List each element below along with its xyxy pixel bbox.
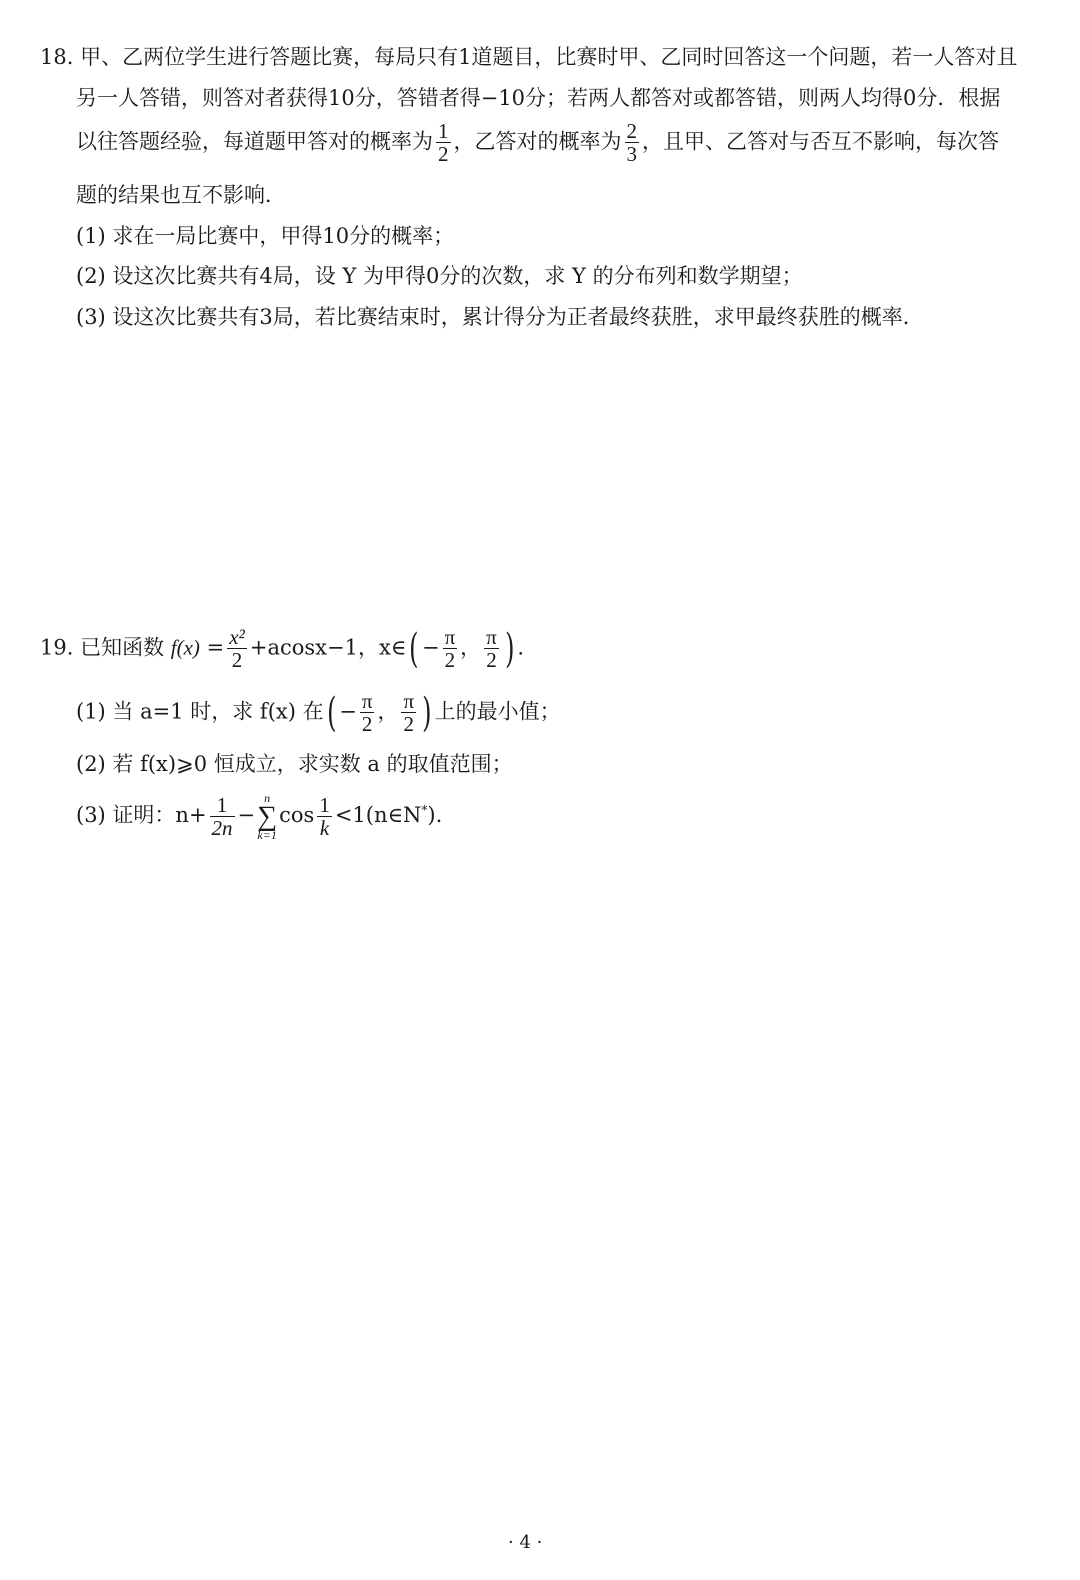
q18-line3 [76,120,999,166]
q19-stem [40,626,524,672]
q19-sub3 [76,792,442,841]
frac-den: 2n [211,815,233,840]
cos-label: cos [279,803,315,828]
frac-num: 1 [319,792,330,817]
fraction-x2-over-2 [227,626,247,672]
q19-stem-b: +acosx−1，x∈ [249,635,407,660]
fraction-one-half [436,120,451,166]
frac-num: π [444,625,456,649]
q19-stem-a: 19. 已知函数 [40,635,165,660]
q18-line3-a: 以往答题经验，每道题甲答对的概率为 [76,129,433,154]
fraction-1-over-2n [210,794,235,840]
frac-den: 2 [361,712,373,737]
fraction-1-over-k [317,794,332,840]
minus-sign: − [421,635,440,660]
comma: ， [460,635,482,660]
frac-num: 1 [210,794,235,817]
q19-sub3-c: <1(n∈N [334,803,422,828]
frac-num: π [403,689,415,713]
q19-sub2: (2) 若 f(x)⩾0 恒成立，求实数 a 的取值范围； [76,752,513,776]
star-superscript: * [421,803,428,818]
q18-line4: 题的结果也互不影响． [76,183,286,207]
frac-num: 2 [626,119,637,143]
minus-sign: − [339,699,357,724]
fraction-pi-over-2 [484,626,499,672]
left-paren: ( [326,690,337,737]
frac-num: 1 [438,119,449,143]
frac-num: π [486,625,497,649]
left-paren: ( [409,626,419,673]
comma: ， [377,699,399,724]
fraction-pi-over-2 [443,626,458,672]
frac-den: 3 [626,142,637,167]
q19-fx: f(x) [170,635,200,660]
q19-sub3-d: ). [427,803,443,828]
q19-sub3-a: (3) 证明：n+ [76,803,207,828]
frac-den: 2 [231,648,243,673]
q18-line3-b: ，乙答对的概率为 [453,129,622,154]
q18-sub3: (3) 设这次比赛共有3局，若比赛结束时，累计得分为正者最终获胜，求甲最终获胜的概率． [76,305,924,329]
q19-sub1 [76,690,561,736]
q18-line3-c: ，且甲、乙答对与否互不影响，每次答 [642,129,999,154]
right-paren: ) [504,626,515,673]
q18-line1: 18. 甲、乙两位学生进行答题比赛，每局只有1道题目，比赛时甲、乙同时回答这一个问题，若一人答对且 [40,45,1018,69]
frac-num: π [361,689,373,713]
frac-num: x² [229,625,245,649]
sum-lower: k=1 [257,828,277,843]
right-paren: ) [422,690,432,737]
fraction-two-thirds [625,120,640,166]
frac-den: 2 [444,648,456,673]
q19-eq: = [206,635,225,660]
page-number: · 4 · [508,1532,543,1553]
frac-den: 2 [403,712,414,737]
q19-sub3-b: − [237,803,256,828]
sum-upper: n [264,791,271,805]
q18-sub2: (2) 设这次比赛共有4局，设 Y 为甲得0分的次数，求 Y 的分布列和数学期望； [76,264,803,288]
frac-den: 2 [486,648,497,673]
q18-line2: 另一人答错，则答对者获得10分，答错者得−10分；若两人都答对或都答错，则两人均得0分．根据 [76,86,1001,110]
q19-sub1-b: 上的最小值； [434,699,561,724]
q19-sub1-a: (1) 当 a=1 时，求 f(x) 在 [76,699,324,724]
fraction-pi-over-2 [360,690,375,736]
fraction-pi-over-2 [401,690,416,736]
summation [257,792,277,841]
q18-sub1: (1) 求在一局比赛中，甲得10分的概率； [76,224,455,248]
frac-den: 2 [438,142,449,167]
sigma-symbol: ∑ [257,801,278,832]
period: . [517,635,525,660]
frac-den: k [319,815,330,840]
